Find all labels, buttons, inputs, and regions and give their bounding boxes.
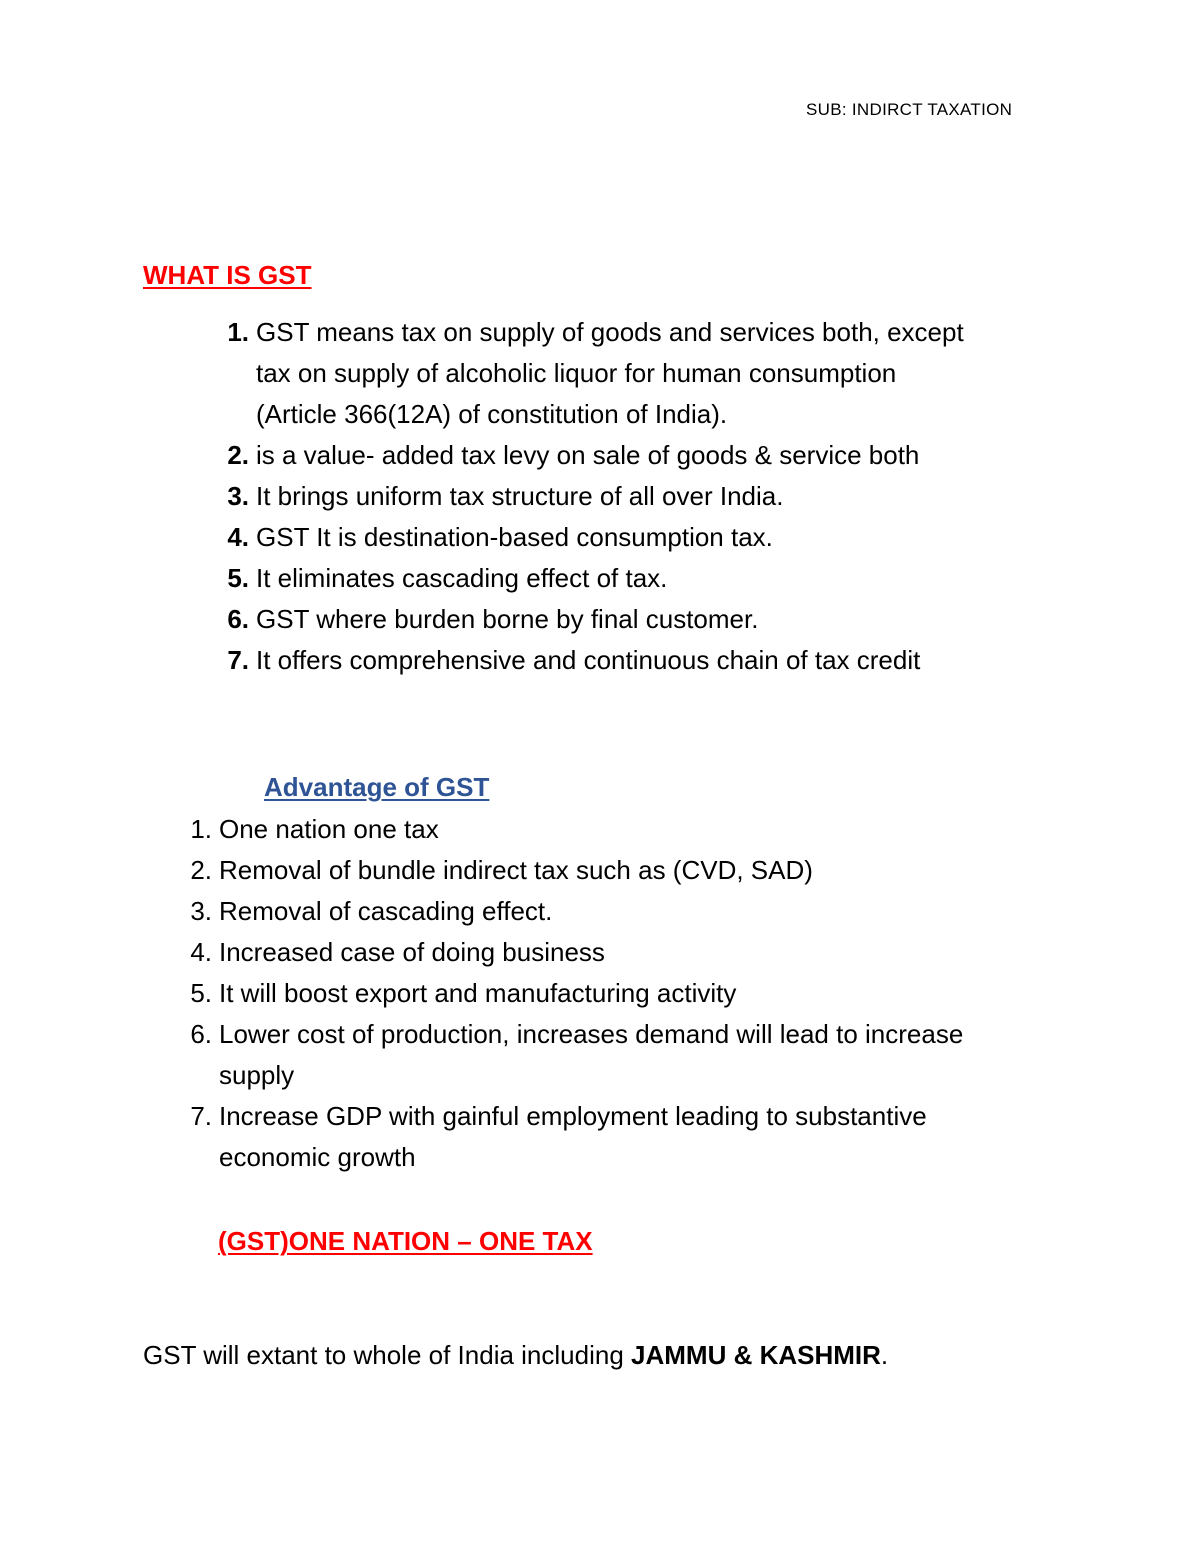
closing-bold-region: JAMMU & KASHMIR	[631, 1340, 881, 1370]
list-item-number: 6.	[227, 604, 249, 634]
list-item-number: 2.	[227, 440, 249, 470]
list-item-line: economic growth	[219, 1142, 416, 1172]
list-item-number: 6.	[190, 1019, 212, 1049]
list-item-line: is a value- added tax levy on sale of goods & service both	[256, 440, 920, 470]
list-item-line: supply	[219, 1060, 295, 1090]
list-item-line: It will boost export and manufacturing activity	[219, 978, 737, 1008]
list-item	[219, 435, 964, 476]
list-item	[182, 973, 963, 1014]
list-item-number: 2.	[190, 855, 212, 885]
list-item-line: GST means tax on supply of goods and services both, except	[256, 317, 964, 347]
list-item-line: tax on supply of alcoholic liquor for human consumption	[256, 358, 897, 388]
section-heading-what-is-gst: WHAT IS GST	[143, 260, 312, 290]
list-item-number: 1.	[190, 814, 212, 844]
list-item-line: One nation one tax	[219, 814, 439, 844]
list-item-number: 5.	[190, 978, 212, 1008]
closing-text: GST will extant to whole of India including	[143, 1340, 632, 1370]
list-item-line: It offers comprehensive and continuous chain of tax credit	[256, 645, 921, 675]
list-item-line: It brings uniform tax structure of all over India.	[256, 481, 784, 511]
list-item-number: 4.	[227, 522, 249, 552]
page-header-subject: SUB: INDIRCT TAXATION	[806, 100, 1013, 119]
list-item	[182, 850, 963, 891]
list-item-number: 3.	[190, 896, 212, 926]
list-item-number: 7.	[227, 645, 249, 675]
list-item-line: GST where burden borne by final customer.	[256, 604, 759, 634]
list-item-line: Increased case of doing business	[219, 937, 605, 967]
list-item	[182, 1014, 963, 1096]
list-item	[219, 517, 964, 558]
list-item-line: Increase GDP with gainful employment leading to substantive	[219, 1101, 927, 1131]
closing-punct: .	[880, 1340, 889, 1370]
list-item-number: 4.	[190, 937, 212, 967]
list-item-number: 3.	[227, 481, 249, 511]
list-item	[182, 932, 963, 973]
list-item	[182, 809, 963, 850]
list-item	[182, 891, 963, 932]
list-item-line: (Article 366(12A) of constitution of India).	[256, 399, 728, 429]
list-item	[219, 476, 964, 517]
list-item-line: It eliminates cascading effect of tax.	[256, 563, 668, 593]
list-item-number: 1.	[227, 317, 249, 347]
section-heading-one-nation-one-tax: (GST)ONE NATION – ONE TAX	[218, 1226, 593, 1256]
list-item	[219, 640, 964, 681]
list-item-line: Lower cost of production, increases demand will lead to increase	[219, 1019, 964, 1049]
list-item-line: Removal of bundle indirect tax such as (CVD, SAD)	[219, 855, 813, 885]
advantage-list	[182, 809, 963, 1178]
list-item	[219, 312, 964, 435]
list-item	[182, 1096, 963, 1178]
list-item-line: Removal of cascading effect.	[219, 896, 553, 926]
list-item	[219, 599, 964, 640]
list-item-number: 5.	[227, 563, 249, 593]
closing-statement	[143, 1340, 888, 1371]
what-is-gst-list	[219, 312, 964, 681]
section-heading-advantage: Advantage of GST	[264, 772, 490, 802]
list-item-line: GST It is destination-based consumption tax.	[256, 522, 773, 552]
list-item	[219, 558, 964, 599]
list-item-number: 7.	[190, 1101, 212, 1131]
